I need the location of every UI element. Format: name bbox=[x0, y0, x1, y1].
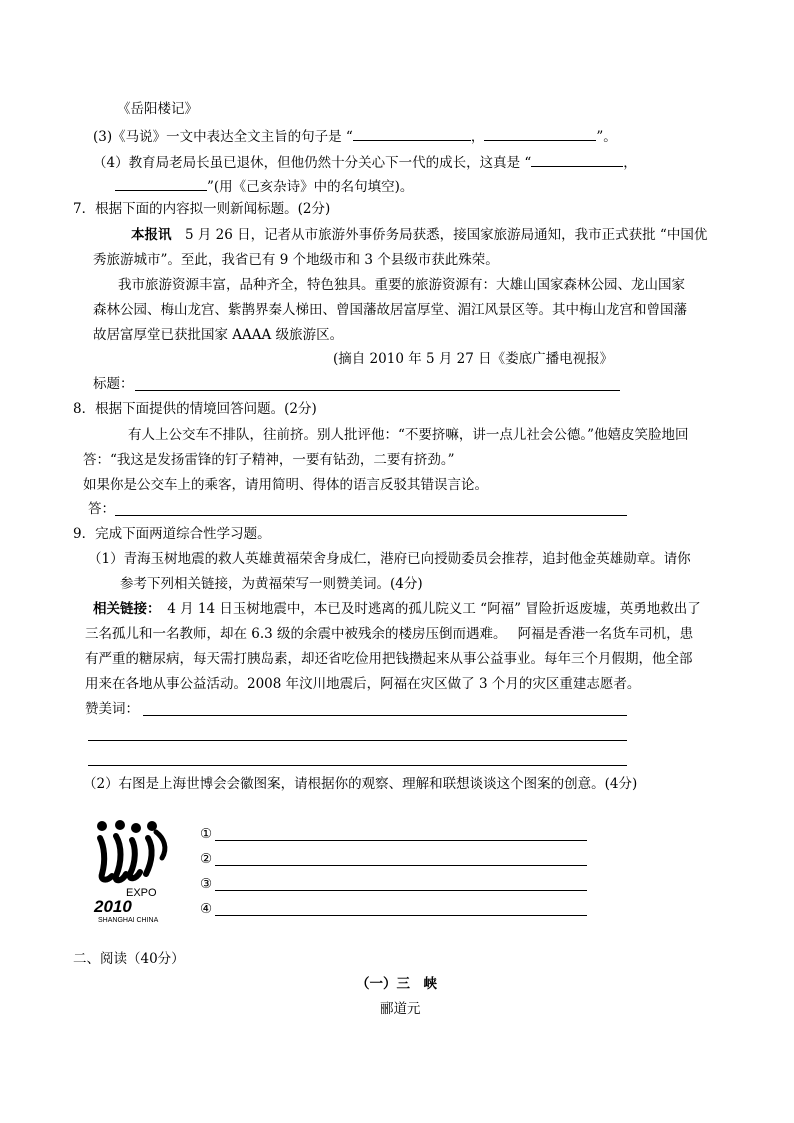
logo-expo-text: EXPO bbox=[126, 887, 157, 899]
q9-1-line-a: （1）青海玉树地震的救人英雄黄福荣舍身成仁，港府已向授勋委员会推荐，追封他金英雄勋章。请你 bbox=[88, 551, 691, 567]
question-4-cont: ”(用《己亥杂诗》中的名句填空)。 bbox=[115, 176, 413, 196]
expo-2010-logo bbox=[92, 816, 176, 924]
link-line-4: 用来在各地从事公益活动。2008 年汶川地震后，阿福在灾区做了 3 个月的灾区重建志愿者。 bbox=[85, 676, 641, 692]
news-line-5: 故居富厚堂已获批国家 AAAA 级旅游区。 bbox=[93, 327, 344, 343]
author: 郦道元 bbox=[380, 1001, 421, 1017]
q8-line-2: 答：“我这是发扬雷锋的钉子精神，一要有钻劲，二要有挤劲。” bbox=[83, 452, 455, 468]
news-line-2: 秀旅游城市”。至此，我省已有 9 个地级市和 3 个县级市获此殊荣。 bbox=[93, 252, 499, 268]
praise-line-2[interactable] bbox=[88, 740, 627, 741]
q8-answer-line[interactable] bbox=[115, 515, 627, 516]
creative-marker-4: ④ bbox=[200, 901, 213, 917]
link-line-3: 有严重的糖尿病，每天需打胰岛素，却还省吃俭用把钱攒起来从事公益事业。每年三个月假期，他全部 bbox=[85, 651, 693, 667]
creative-line-1[interactable] bbox=[215, 840, 587, 841]
q8-line-1: 有人上公交车不排队，往前挤。别人批评他：“不要挤嘛，讲一点儿社会公德。”他嬉皮笑脸地回 bbox=[128, 427, 689, 443]
question-3: (3)《马说》一文中表达全文主旨的句子是 “ ， ”。 bbox=[93, 126, 617, 146]
question-7: 7．根据下面的内容拟一则新闻标题。(2分) bbox=[73, 201, 331, 217]
q8-line-3: 如果你是公交车上的乘客，请用简明、得体的语言反驳其错误言论。 bbox=[83, 477, 488, 493]
creative-line-3[interactable] bbox=[215, 890, 587, 891]
subsection-title: （一）三 峡 bbox=[356, 976, 437, 992]
question-8: 8．根据下面提供的情境回答问题。(2分) bbox=[73, 401, 317, 417]
logo-city-text: SHANGHAI CHINA bbox=[98, 917, 159, 924]
title-label: 标题： bbox=[93, 376, 134, 392]
link-line-2: 三名孤儿和一名教师，却在 6.3 级的余震中被残余的楼房压倒而遇难。 阿福是香港一名货车司机，患 bbox=[85, 626, 694, 642]
question-4: （4）教育局老局长虽已退休，但他仍然十分关心下一代的成长，这真是 “ ， bbox=[93, 152, 637, 172]
text-yueyang: 《岳阳楼记》 bbox=[117, 101, 198, 117]
blank-q4-2[interactable] bbox=[115, 176, 207, 191]
news-line-3: 我市旅游资源丰富，品种齐全，特色独具。重要的旅游资源有：大雄山国家森林公园、龙山国家 bbox=[118, 277, 685, 293]
q9-1-line-b: 参考下列相关链接，为黄福荣写一则赞美词。(4分) bbox=[120, 576, 423, 592]
link-label: 相关链接： bbox=[93, 601, 154, 617]
section-2-heading: 二、阅读（40分） bbox=[73, 951, 185, 967]
q9-2-line: （2）右图是上海世博会会徽图案，请根据你的观察、理解和联想谈谈这个图案的创意。(4分) bbox=[83, 776, 638, 792]
creative-marker-1: ① bbox=[200, 826, 213, 842]
question-9: 9．完成下面两道综合性学习题。 bbox=[73, 526, 271, 542]
news-source: (摘自 2010 年 5 月 27 日《娄底广播电视报》 bbox=[333, 351, 614, 367]
logo-year-text: 2010 bbox=[94, 897, 132, 916]
blank-q3-2[interactable] bbox=[484, 126, 596, 141]
news-line-4: 森林公园、梅山龙宫、紫鹊界秦人梯田、曾国藩故居富厚堂、湄江风景区等。其中梅山龙宫和曾国藩 bbox=[93, 302, 687, 318]
creative-marker-2: ② bbox=[200, 851, 213, 867]
praise-line-3[interactable] bbox=[88, 765, 627, 766]
praise-label: 赞美词： bbox=[85, 701, 139, 717]
praise-line-1[interactable] bbox=[143, 715, 627, 716]
news-lead: 本报讯 bbox=[131, 227, 172, 243]
creative-marker-3: ③ bbox=[200, 876, 213, 892]
blank-q4-1[interactable] bbox=[531, 152, 623, 167]
news-line-1: 本报讯 5 月 26 日，记者从市旅游外事侨务局获悉，接国家旅游局通知，我市正式获批 “中国优 bbox=[131, 227, 708, 243]
title-answer-line[interactable] bbox=[135, 390, 620, 391]
blank-q3-1[interactable] bbox=[353, 126, 471, 141]
link-line-1: 相关链接： 4 月 14 日玉树地震中，本已及时逃离的孤儿院义工 “阿福” 冒险折返废墟，英勇地救出了 bbox=[93, 601, 701, 617]
creative-line-2[interactable] bbox=[215, 865, 587, 866]
creative-line-4[interactable] bbox=[215, 915, 587, 916]
answer-label: 答： bbox=[88, 501, 115, 517]
